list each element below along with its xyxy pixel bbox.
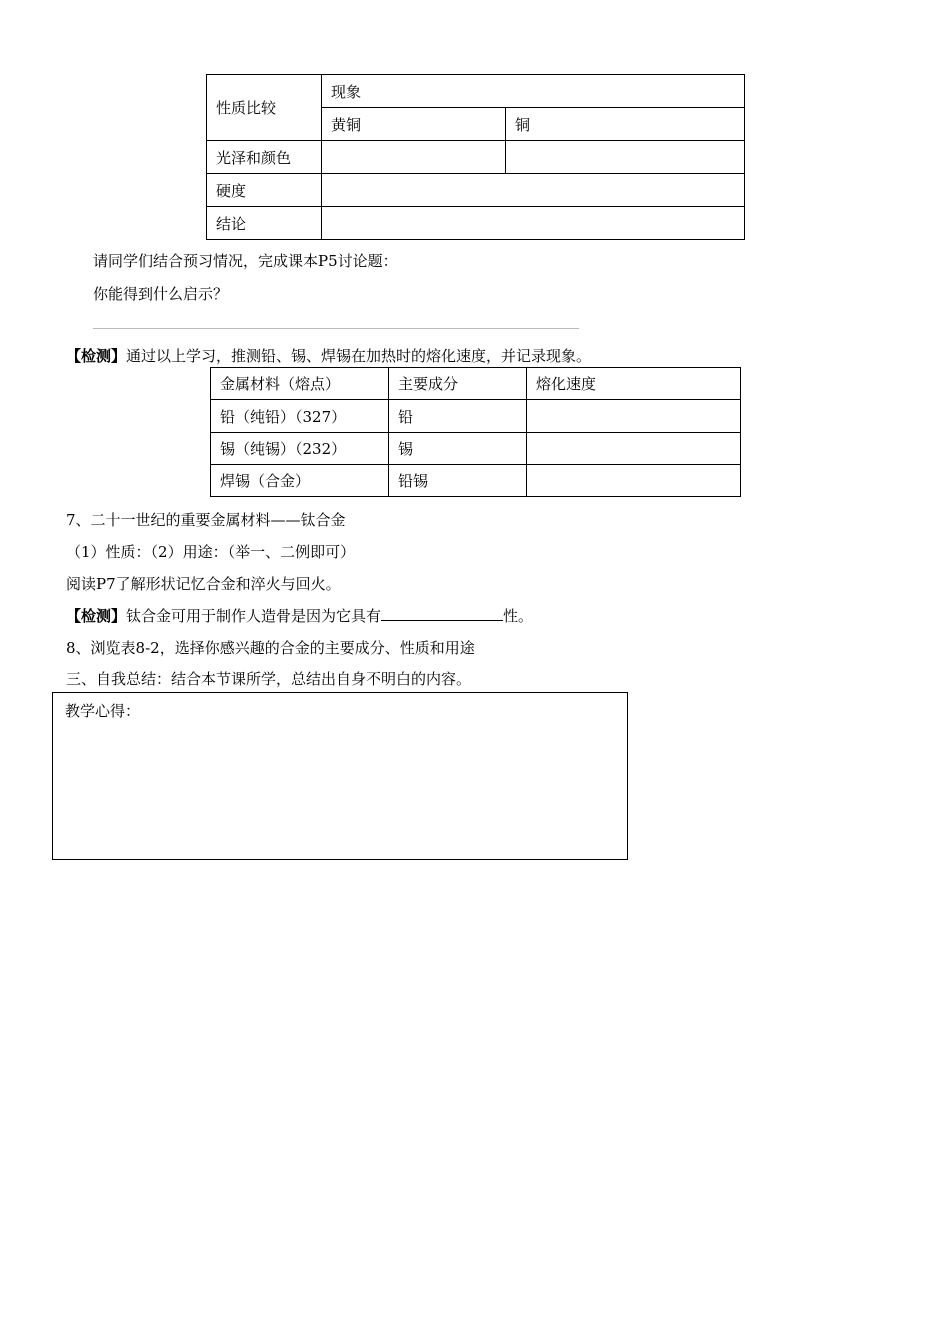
titanium-check [66,605,533,626]
check-label: 【检测】 [66,607,127,625]
hardness-row-label: 硬度 [207,174,322,207]
conclusion-cell [322,207,745,240]
table-cell: 锡（纯锡）（232） [211,433,389,465]
conclusion-row-label: 结论 [207,207,322,240]
table-cell [527,400,741,433]
check-text: 通过以上学习，推测铅、锡、焊锡在加热时的熔化速度，并记录现象。 [126,347,592,365]
self-summary-title: 三、自我总结：结合本节课所学，总结出自身不明白的内容。 [66,670,472,688]
fill-in-blank[interactable] [381,605,503,621]
luster-copper-cell [506,141,745,174]
discussion-prompt: 请同学们结合预习情况，完成课本P5讨论题： [93,252,398,270]
answer-line [93,328,579,329]
section-7-title: 7、二十一世纪的重要金属材料——钛合金 [66,511,346,529]
table-cell: 铅 [389,400,527,433]
table-cell: 锡 [389,433,527,465]
copper-column-header: 铜 [506,108,745,141]
check-melting-instruction [66,345,591,366]
brass-column-header: 黄铜 [322,108,506,141]
hardness-cell [322,174,745,207]
table-cell [527,465,741,497]
check-text-end: 性。 [503,607,534,625]
melting-speed-table [210,367,741,497]
property-comparison-header: 性质比较 [207,75,322,141]
table-cell [527,433,741,465]
table-cell: 焊锡（合金） [211,465,389,497]
inspiration-question: 你能得到什么启示？ [93,285,229,303]
composition-header: 主要成分 [389,368,527,400]
section-7-reading: 阅读P7了解形状记忆合金和淬火与回火。 [66,575,341,593]
check-text: 钛合金可用于制作人造骨是因为它具有 [126,607,382,625]
section-8-title: 8、浏览表8-2，选择你感兴趣的合金的主要成分、性质和用途 [66,639,475,657]
property-comparison-table [206,74,745,240]
check-label: 【检测】 [66,347,127,365]
material-header: 金属材料（熔点） [211,368,389,400]
teaching-notes-box[interactable] [52,692,628,860]
section-7-properties: （1）性质：（2）用途：（举一、二例即可） [66,543,356,561]
luster-color-row-label: 光泽和颜色 [207,141,322,174]
melting-speed-header: 熔化速度 [527,368,741,400]
table-cell: 铅（纯铅）（327） [211,400,389,433]
luster-brass-cell [322,141,506,174]
teaching-notes-label: 教学心得： [65,702,141,720]
phenomenon-header: 现象 [322,75,745,108]
table-cell: 铅锡 [389,465,527,497]
